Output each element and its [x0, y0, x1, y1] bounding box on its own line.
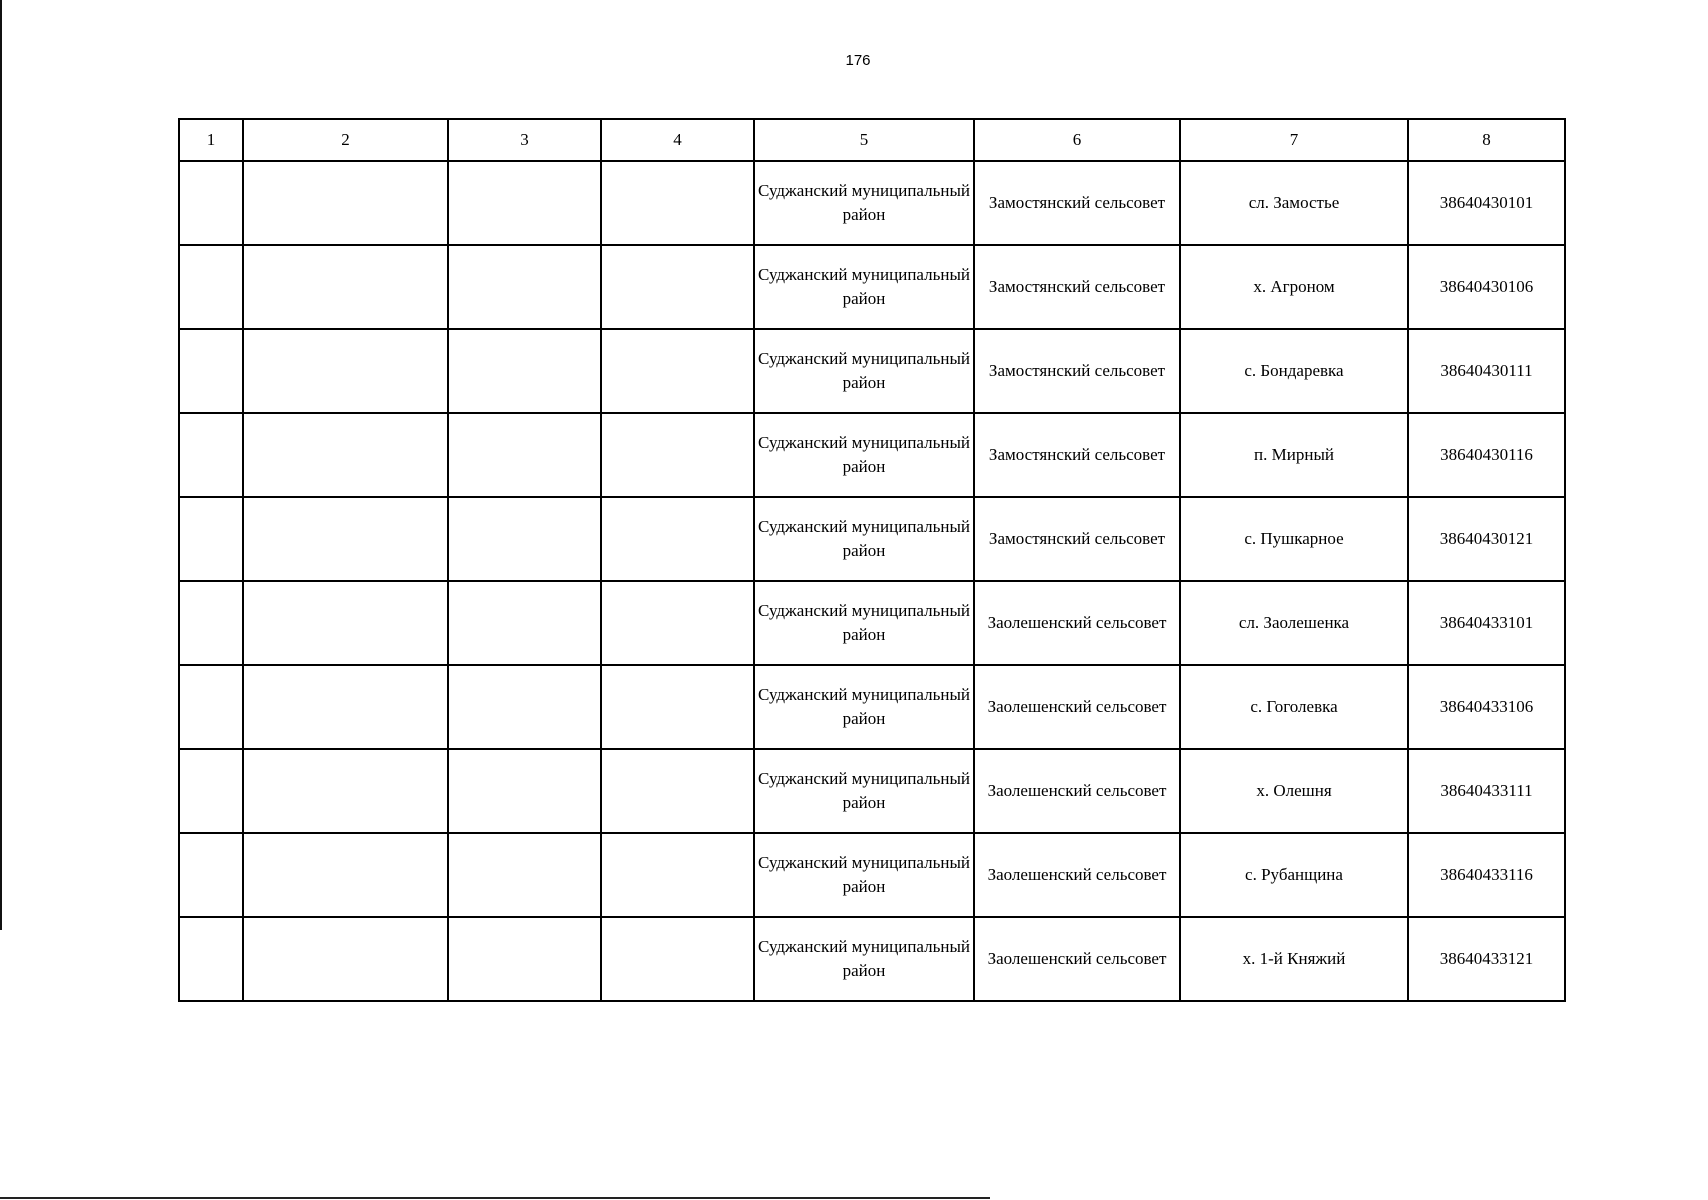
cell-col-4 [601, 581, 754, 665]
cell-district: Суджанский муниципальный район [754, 413, 974, 497]
cell-col-4 [601, 749, 754, 833]
column-header: 8 [1408, 119, 1565, 161]
cell-code: 38640433101 [1408, 581, 1565, 665]
cell-col-2 [243, 917, 448, 1001]
cell-council: Заолешенский сельсовет [974, 749, 1180, 833]
cell-col-1 [179, 665, 243, 749]
cell-code: 38640433111 [1408, 749, 1565, 833]
cell-col-3 [448, 749, 601, 833]
cell-col-1 [179, 161, 243, 245]
cell-council: Замостянский сельсовет [974, 245, 1180, 329]
cell-code: 38640430121 [1408, 497, 1565, 581]
cell-col-2 [243, 749, 448, 833]
cell-col-4 [601, 245, 754, 329]
cell-council: Заолешенский сельсовет [974, 917, 1180, 1001]
column-header: 4 [601, 119, 754, 161]
cell-col-1 [179, 497, 243, 581]
cell-col-4 [601, 917, 754, 1001]
cell-council: Заолешенский сельсовет [974, 581, 1180, 665]
cell-col-3 [448, 245, 601, 329]
cell-code: 38640433116 [1408, 833, 1565, 917]
cell-col-2 [243, 413, 448, 497]
cell-col-4 [601, 329, 754, 413]
cell-settlement: с. Пушкарное [1180, 497, 1408, 581]
cell-district: Суджанский муниципальный район [754, 917, 974, 1001]
cell-col-3 [448, 581, 601, 665]
table-row [179, 245, 1565, 329]
table-row [179, 329, 1565, 413]
cell-code: 38640430106 [1408, 245, 1565, 329]
cell-council: Замостянский сельсовет [974, 413, 1180, 497]
scan-bottom-rule [0, 1197, 990, 1199]
scan-left-edge [0, 0, 2, 930]
cell-settlement: сл. Замостье [1180, 161, 1408, 245]
cell-col-1 [179, 749, 243, 833]
cell-settlement: с. Бондаревка [1180, 329, 1408, 413]
cell-col-3 [448, 161, 601, 245]
cell-col-1 [179, 917, 243, 1001]
cell-col-3 [448, 329, 601, 413]
cell-district: Суджанский муниципальный район [754, 665, 974, 749]
table-row [179, 413, 1565, 497]
cell-settlement: с. Рубанщина [1180, 833, 1408, 917]
cell-col-3 [448, 665, 601, 749]
cell-district: Суджанский муниципальный район [754, 245, 974, 329]
table-row [179, 917, 1565, 1001]
cell-col-1 [179, 833, 243, 917]
column-header: 1 [179, 119, 243, 161]
table-row [179, 497, 1565, 581]
cell-col-2 [243, 329, 448, 413]
table-row [179, 161, 1565, 245]
cell-council: Замостянский сельсовет [974, 497, 1180, 581]
column-header: 5 [754, 119, 974, 161]
cell-code: 38640430111 [1408, 329, 1565, 413]
cell-col-4 [601, 497, 754, 581]
cell-col-2 [243, 161, 448, 245]
cell-col-3 [448, 917, 601, 1001]
cell-col-4 [601, 413, 754, 497]
header-row [179, 119, 1565, 161]
cell-col-3 [448, 413, 601, 497]
table-row [179, 665, 1565, 749]
cell-district: Суджанский муниципальный район [754, 161, 974, 245]
cell-council: Замостянский сельсовет [974, 329, 1180, 413]
cell-col-1 [179, 413, 243, 497]
cell-col-1 [179, 245, 243, 329]
cell-district: Суджанский муниципальный район [754, 749, 974, 833]
cell-code: 38640433121 [1408, 917, 1565, 1001]
cell-district: Суджанский муниципальный район [754, 833, 974, 917]
cell-col-4 [601, 833, 754, 917]
cell-col-4 [601, 161, 754, 245]
column-header: 3 [448, 119, 601, 161]
cell-settlement: х. 1-й Княжий [1180, 917, 1408, 1001]
cell-col-1 [179, 329, 243, 413]
cell-col-3 [448, 497, 601, 581]
cell-code: 38640433106 [1408, 665, 1565, 749]
cell-col-2 [243, 833, 448, 917]
cell-council: Замостянский сельсовет [974, 161, 1180, 245]
cell-district: Суджанский муниципальный район [754, 329, 974, 413]
cell-code: 38640430101 [1408, 161, 1565, 245]
table-row [179, 833, 1565, 917]
page-number: 176 [845, 52, 871, 69]
cell-district: Суджанский муниципальный район [754, 497, 974, 581]
cell-col-2 [243, 665, 448, 749]
cell-settlement: сл. Заолешенка [1180, 581, 1408, 665]
cell-council: Заолешенский сельсовет [974, 833, 1180, 917]
table-body [179, 161, 1565, 1001]
cell-settlement: х. Олешня [1180, 749, 1408, 833]
cell-col-2 [243, 245, 448, 329]
cell-settlement: п. Мирный [1180, 413, 1408, 497]
cell-col-3 [448, 833, 601, 917]
table-row [179, 749, 1565, 833]
column-header: 6 [974, 119, 1180, 161]
cell-council: Заолешенский сельсовет [974, 665, 1180, 749]
cell-code: 38640430116 [1408, 413, 1565, 497]
cell-settlement: с. Гоголевка [1180, 665, 1408, 749]
cell-col-4 [601, 665, 754, 749]
column-header: 2 [243, 119, 448, 161]
cell-settlement: х. Агроном [1180, 245, 1408, 329]
cell-district: Суджанский муниципальный район [754, 581, 974, 665]
column-header: 7 [1180, 119, 1408, 161]
cell-col-1 [179, 581, 243, 665]
table-header [179, 119, 1565, 161]
cell-col-2 [243, 497, 448, 581]
table-row [179, 581, 1565, 665]
cell-col-2 [243, 581, 448, 665]
document-table [178, 118, 1566, 1002]
